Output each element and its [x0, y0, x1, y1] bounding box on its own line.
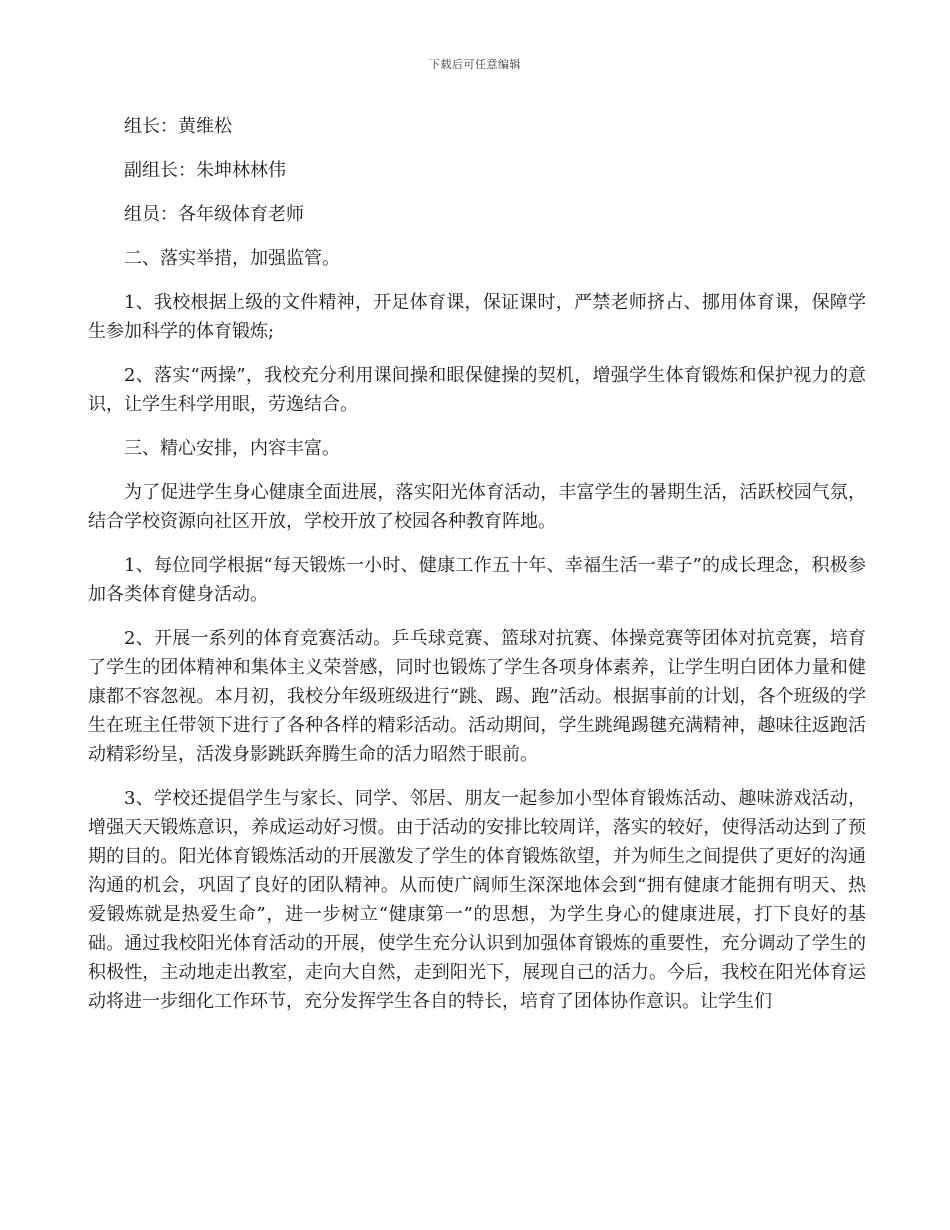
paragraph-deputy-leader: 副组长：朱坤林林伟: [124, 160, 286, 181]
paragraph: 为了促进学生身心健康全面进展，落实阳光体育活动，丰富学生的暑期生活，活跃校园气氛，结合学校资源向社区开放，学校开放了校园各种教育阵地。: [88, 482, 866, 532]
document-body: [88, 112, 866, 1016]
section-heading-2: 二、落实举措，加强监管。: [124, 248, 340, 269]
paragraph: 2、开展一系列的体育竞赛活动。乒乓球竞赛、篮球对抗赛、体操竞赛等团体对抗竞赛，培育了学生的团体精神和集体主义荣誉感，同时也锻炼了学生各项身体素养，让学生明白团体力量和健康都不容忽视。本月初，我校分年级班级进行“跳、踢、跑”活动。根据事前的计划，各个班级的学生在班主任带领下进行了各种各样的精彩活动。活动期间，学生跳绳踢毽充满精神，趣味往返跑活动精彩纷呈，活泼身影跳跃奔腾生命的活力昭然于眼前。: [88, 628, 866, 765]
paragraph: 1、我校根据上级的文件精神，开足体育课，保证课时，严禁老师挤占、挪用体育课，保障学生参加科学的体育锻炼;: [88, 292, 866, 342]
page-header: 下载后可任意编辑: [429, 58, 521, 71]
paragraph-leader: 组长：黄维松: [124, 116, 232, 137]
paragraph-members: 组员：各年级体育老师: [124, 204, 304, 225]
section-heading-3: 三、精心安排，内容丰富。: [124, 438, 340, 459]
paragraph: 3、学校还提倡学生与家长、同学、邻居、朋友一起参加小型体育锻炼活动、趣味游戏活动，增强天天锻炼意识，养成运动好习惯。由于活动的安排比较周详，落实的较好，使得活动达到了预期的目的。阳光体育锻炼活动的开展激发了学生的体育锻炼欲望，并为师生之间提供了更好的沟通沟通的机会，巩固了良好的团队精神。从而使广阔师生深深地体会到“拥有健康才能拥有明天、热爱锻炼就是热爱生命”，进一步树立“健康第一”的思想，为学生身心的健康进展，打下良好的基础。通过我校阳光体育活动的开展，使学生充分认识到加强体育锻炼的重要性，充分调动了学生的积极性，主动地走出教室，走向大自然，走到阳光下，展现自己的活力。今后，我校在阳光体育运动将进一步细化工作环节，充分发挥学生各自的特长，培育了团体协作意识。让学生们: [88, 788, 866, 1012]
paragraph: 1、每位同学根据“每天锻炼一小时、健康工作五十年、幸福生活一辈子”的成长理念，积极参加各类体育健身活动。: [88, 555, 866, 605]
paragraph: 2、落实“两操”，我校充分利用课间操和眼保健操的契机，增强学生体育锻炼和保护视力的意识，让学生科学用眼，劳逸结合。: [88, 365, 866, 415]
